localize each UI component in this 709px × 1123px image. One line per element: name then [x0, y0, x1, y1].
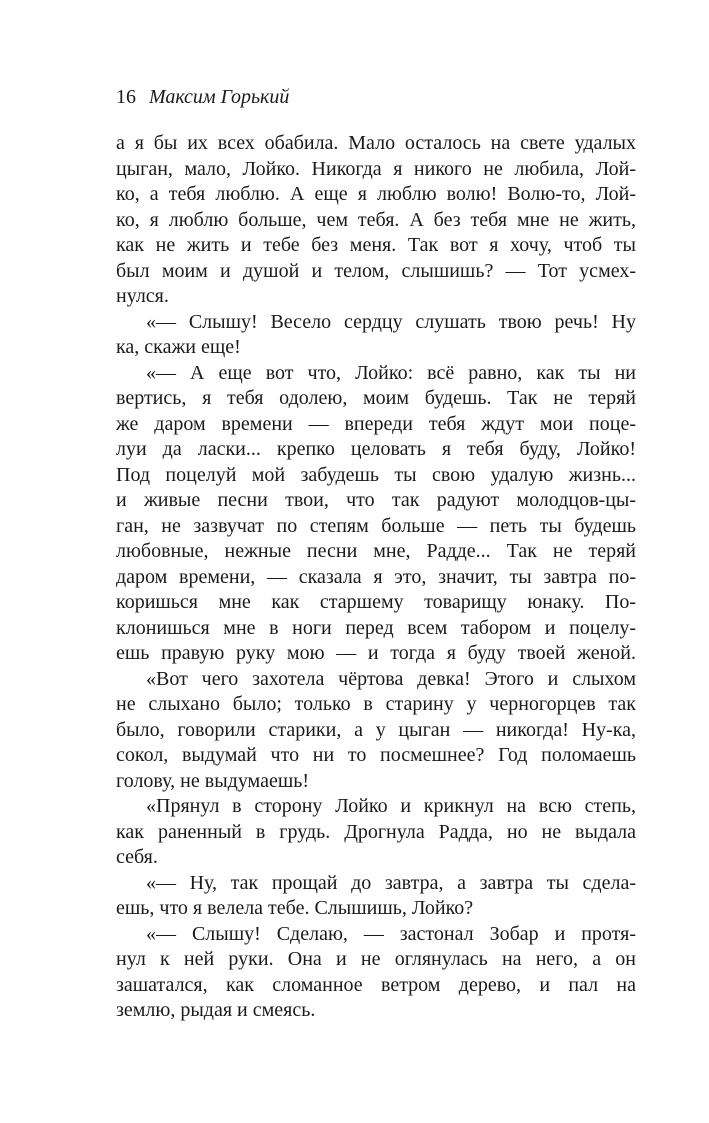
text-line: ешь, что я велела тебе. Слышишь, Лойко? — [116, 897, 474, 919]
text-line: любовные, нежные песни мне, Радде... Так не теряй — [116, 540, 636, 562]
text-line: землю, рыдая и смеясь. — [116, 999, 316, 1021]
text-line: «Прянул в сторону Лойко и крикнул на всю степь, — [146, 795, 636, 817]
running-head — [116, 85, 289, 109]
text-line: нулся. — [116, 285, 169, 307]
body-text — [116, 131, 636, 1024]
page-number: 16 — [116, 86, 136, 108]
text-line: не слыхано было; только в старину у черногорцев так — [116, 693, 636, 715]
text-line: нул к ней руки. Она и не оглянулась на него, а он — [116, 948, 636, 970]
text-line: коришься мне как старшему товарищу юнаку. По- — [116, 591, 636, 613]
text-line: было, говорили старики, а у цыган — никогда! Ну-ка, — [116, 718, 636, 741]
text-line: был моим и душой и телом, слышишь? — Тот усмех- — [116, 259, 636, 282]
text-line: «— Слышу! Весело сердцу слушать твою речь! Ну — [146, 310, 636, 333]
text-line: «— А еще вот что, Лойко: всё равно, как ты ни — [146, 361, 636, 384]
text-line: «Вот чего захотела чёртова девка! Этого и слыхом — [146, 667, 636, 690]
text-line: себя. — [116, 846, 158, 868]
text-line: зашатался, как сломанное ветром дерево, и пал на — [116, 973, 636, 996]
text-line: ешь правую руку мою — и тогда я буду твоей женой. — [116, 642, 636, 664]
text-line: Под поцелуй мой забудешь ты свою удалую жизнь... — [116, 463, 636, 486]
text-line: «— Слышу! Сделаю, — застонал Зобар и протя- — [146, 922, 636, 945]
text-line: цыган, мало, Лойко. Никогда я никого не любила, Лой- — [116, 157, 636, 180]
text-line: клонишься мне в ноги перед всем табором и поцелу- — [116, 616, 636, 639]
text-line: голову, не выдумаешь! — [116, 769, 310, 792]
text-line: ко, а тебя люблю. А еще я люблю волю! Волю-то, Лой- — [116, 183, 636, 205]
text-line: сокол, выдумай что ни то посмешнее? Год поломаешь — [116, 744, 636, 766]
text-line: «— Ну, так прощай до завтра, а завтра ты сдела- — [146, 871, 636, 894]
text-line: вертись, я тебя одолею, моим будешь. Так не теряй — [116, 387, 636, 409]
text-line: и живые песни твои, что так радуют молодцов-цы- — [116, 489, 636, 511]
text-line: же даром времени — впереди тебя ждут мои поце- — [116, 412, 636, 435]
text-line: а я бы их всех обабила. Мало осталось на свете удалых — [116, 132, 636, 154]
text-line: ган, не зазвучат по степям больше — петь ты будешь — [116, 514, 636, 537]
text-line: как раненный в грудь. Дрогнула Радда, но не выдала — [116, 820, 636, 843]
text-line: как не жить и тебе без меня. Так вот я хочу, чтоб ты — [116, 234, 636, 256]
text-line: ка, скажи еще! — [116, 336, 241, 358]
author-name: Максим Горький — [149, 86, 290, 108]
text-line: даром времени, — сказала я это, значит, ты завтра по- — [116, 565, 636, 588]
text-line: ко, я люблю больше, чем тебя. А без тебя мне не жить, — [116, 208, 636, 231]
text-line: луи да ласки... крепко целовать я тебя буду, Лойко! — [116, 438, 636, 460]
